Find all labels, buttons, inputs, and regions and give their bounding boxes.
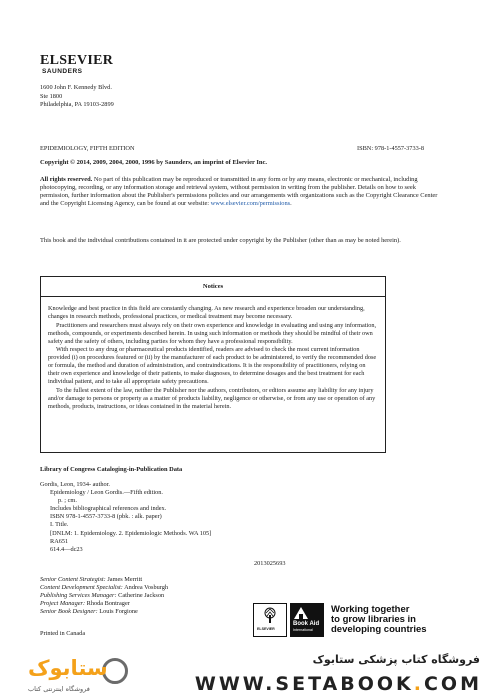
publisher-name: ELSEVIER: [40, 53, 114, 68]
rights-lead: All rights reserved.: [40, 176, 93, 183]
setabook-persian-title: فروشگاه کتاب پزشکی ستابوک: [312, 653, 480, 666]
edition-row: [40, 145, 460, 152]
staff-credit: Senior Content Strategist: James Merritt: [40, 576, 143, 583]
rights-paragraph: [40, 176, 440, 208]
staff-credit: Senior Book Designer: Louis Forgione: [40, 608, 138, 615]
notice-paragraph: Knowledge and best practice in this field are constantly changing. As new research and experience broaden our understanding, changes in research methods, professional practices, or medical treatment may become necessary.: [48, 304, 365, 320]
cip-header: Library of Congress Cataloging-in-Publication Data: [40, 466, 183, 473]
notices-title: Notices: [202, 283, 224, 290]
book-aid-icon: [293, 606, 309, 620]
notices-divider: [41, 296, 385, 297]
setabook-logo: [14, 654, 134, 698]
address-line: Philadelphia, PA 19103-2899: [40, 101, 114, 109]
book-aid-title: Book Aid: [293, 621, 320, 627]
publisher-imprint: SAUNDERS: [42, 68, 83, 75]
printed-in: Printed in Canada: [40, 630, 86, 637]
publisher-address: [40, 84, 114, 110]
staff-credit: Content Development Specialist: Andrea Vosburgh: [40, 584, 169, 591]
cip-line: 614.4—dc23: [50, 545, 83, 553]
address-line: Ste 1800: [40, 92, 63, 100]
staff-credit: Publishing Services Manager: Catherine Jackson: [40, 592, 165, 599]
setabook-logo-text: ستابوک: [28, 656, 108, 680]
staff-credit: Project Manager: Rhoda Bontrager: [40, 600, 130, 607]
book-aid-logo: [290, 603, 324, 637]
staff-credits: [40, 576, 168, 616]
edition-title: EPIDEMIOLOGY, FIFTH EDITION: [40, 145, 135, 152]
book-aid-subtitle: International: [293, 628, 313, 632]
lccn: 2013025693: [254, 560, 286, 567]
cip-line: Includes bibliographical references and index.: [50, 505, 167, 513]
notices-box: [40, 276, 386, 453]
cip-line: I. Title.: [50, 521, 69, 529]
notice-paragraph: Practitioners and researchers must always rely on their own experience and knowledge in evaluating and using any information, methods, compounds, or experiments described herein. In using such information or methods they should be mindful of their own safety and the safety of others, including parties for whom they have a professional responsibility.: [48, 321, 377, 345]
copyright-line: Copyright © 2014, 2009, 2004, 2000, 1996 by Saunders, an imprint of Elsevier Inc.: [40, 159, 268, 166]
notice-paragraph: To the fullest extent of the law, neither the Publisher nor the authors, contributors, or editors assume any liability for any injury and/or damage to persons or property as a matter of products liability, negligence or otherwise, or from any use or operation of any methods, products, instructions, or ideas contained in the material herein.: [48, 386, 376, 410]
rights-end: .: [290, 200, 292, 208]
setabook-url[interactable]: WWW.SETABOOK.COM: [194, 673, 482, 695]
cip-line: [DNLM: 1. Epidemiology. 2. Epidemiologic Methods. WA 105]: [50, 529, 212, 537]
tree-icon: [262, 607, 278, 623]
cip-line: p. ; cm.: [58, 497, 77, 505]
rights-body: No part of this publication may be reproduced or transmitted in any form or by any means, electronic or mechanical, including photocopying, recording, or any information storage and retrieval system, without permission in writing from the publisher. Details on how to seek permission, further information about the Publisher's permissions policies and our arrangements with organizations such as the Copyright Clearance Center and the Copyright Licensing Agency, can be found at our website:: [40, 176, 438, 208]
elsevier-logo: [40, 54, 113, 76]
isbn: ISBN: 978-1-4557-3733-8: [357, 145, 424, 152]
address-line: 1600 John F. Kennedy Blvd.: [40, 84, 112, 91]
cip-line: Gordis, Leon, 1934- author.: [40, 481, 110, 488]
protected-paragraph: This book and the individual contributions contained in it are protected under copyright by the Publisher (other than as may be noted herein).: [40, 237, 401, 244]
elsevier-mini-label: ELSEVIER: [257, 627, 275, 631]
setabook-logo-sub: فروشگاه اینترنتی کتاب: [28, 685, 90, 693]
cip-record: [40, 481, 340, 554]
setabook-watermark-bar: [0, 650, 500, 700]
permissions-link[interactable]: www.elsevier.com/permissions: [210, 200, 291, 208]
cip-line: RA651: [50, 537, 69, 545]
cip-line: Epidemiology / Leon Gordis.—Fifth edition.: [50, 489, 163, 497]
notice-paragraph: With respect to any drug or pharmaceutical products identified, readers are advised to check the most current information provided (i) on procedures featured or (ii) by the manufacturer of each product to be administered, to verify the recommended dose or formula, the method and duration of administration, and contraindications. It is the responsibility of practitioners, relying on their own experience and knowledge of their patients, to make diagnoses, to determine dosages and the best treatment for each individual patient, and to take all appropriate safety precautions.: [48, 346, 377, 386]
book-aid-slogan: Working together to grow libraries in developing countries: [331, 604, 427, 635]
cip-line: ISBN 978-1-4557-3733-8 (pbk. : alk. paper): [50, 513, 162, 521]
